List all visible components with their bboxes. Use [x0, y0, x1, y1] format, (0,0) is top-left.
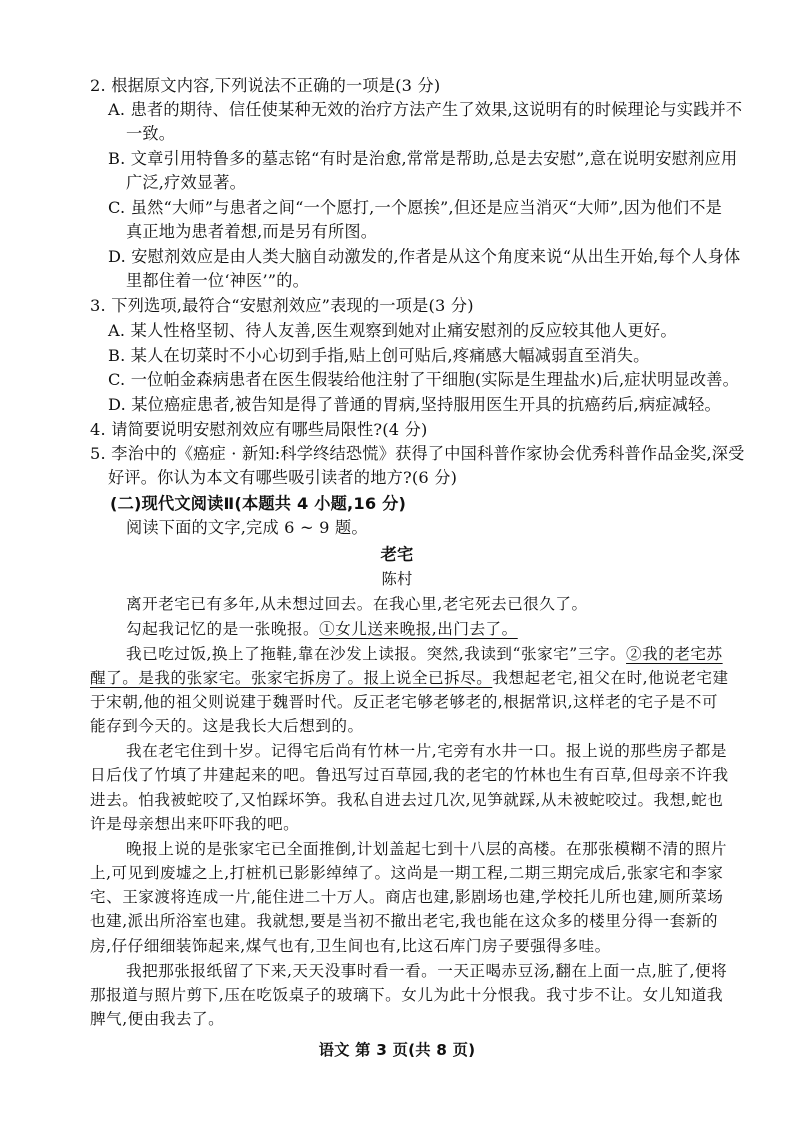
underlined-sentence-1: ①女儿送来晚报,出门去了。: [319, 620, 518, 638]
q2-option-d-line1: D. 安慰剂效应是由人类大脑自动激发的,作者是从这个角度来说“从出生开始,每个人身体: [108, 247, 741, 266]
story-p3-line4: 能存到今天的。这是我长大后想到的。: [90, 717, 364, 735]
story-p3-line3: 于宋朝,他的祖父则说建于魏晋时代。反正老宅够老够老的,根据常识,这样老的宅子是不可: [90, 693, 718, 711]
q2-option-a-line1: A. 患者的期待、信任使某种无效的治疗方法产生了效果,这说明有的时候理论与实践并不: [108, 100, 743, 119]
story-p4-line1: 我在老宅住到十岁。记得宅后尚有竹林一片,宅旁有水井一口。报上说的那些房子都是: [126, 742, 727, 760]
page-footer: 语文 第 3 页(共 8 页): [318, 1041, 476, 1059]
story-paragraph-2: [126, 617, 518, 641]
story-p4-line3: 进去。怕我被蛇咬了,又怕踩坏笋。我私自进去过几次,见笋就踩,从未被蛇咬过。我想,蛇也: [90, 791, 724, 809]
q4-stem: 4. 请简要说明安慰剂效应有哪些局限性?(4 分): [90, 420, 428, 439]
q2-option-a-line2: 一致。: [126, 124, 176, 143]
story-p3-line2: [90, 666, 729, 690]
story-p3-text: 我已吃过饭,换上了拖鞋,靠在沙发上读报。突然,我读到“张家宅”三字。: [126, 645, 627, 663]
story-p2-text: 勾起我记忆的是一张晚报。: [126, 620, 320, 638]
underlined-sentence-2-end: 醒了。是我的张家宅。张家宅拆房了。报上说全已拆尽。: [90, 669, 493, 687]
section-heading: (二)现代文阅读Ⅱ(本题共 4 小题,16 分): [110, 494, 407, 513]
q2-option-c-line2: 真正地为患者着想,而是另有所图。: [126, 222, 378, 241]
story-p4-line2: 日后伐了竹填了井建起来的吧。鲁迅写过百草园,我的老宅的竹林也生有百草,但母亲不许我: [90, 766, 729, 784]
story-p5-line4: 也建,派出所浴室也建。我就想,要是当初不撤出老宅,我也能在这众多的楼里分得一套新的: [90, 912, 718, 930]
q3-option-b: B. 某人在切菜时不小心切到手指,贴上创可贴后,疼痛感大幅减弱直至消失。: [108, 346, 650, 365]
story-p5-line2: 上,可见到废墟之上,打桩机已影影绰绰了。这尚是一期工程,二期三期完成后,张家宅和李家: [90, 864, 724, 882]
q3-option-a: A. 某人性格坚韧、待人友善,医生观察到她对止痛安慰剂的反应较其他人更好。: [108, 321, 677, 340]
story-paragraph-1: 离开老宅已有多年,从未想过回去。在我心里,老宅死去已很久了。: [126, 595, 588, 613]
story-p6-line3: 脾气,便由我去了。: [90, 1010, 225, 1028]
story-author: 陈村: [381, 570, 413, 588]
q2-option-c-line1: C. 虽然“大师”与患者之间“一个愿打,一个愿挨”,但还是应当消灭“大师”,因为他们不是: [108, 198, 722, 217]
underlined-sentence-2-start: ②我的老宅苏: [626, 645, 723, 663]
q3-option-c: C. 一位帕金森病患者在医生假装给他注射了干细胞(实际是生理盐水)后,症状明显改善。: [108, 370, 740, 389]
q2-stem: 2. 根据原文内容,下列说法不正确的一项是(3 分): [90, 76, 441, 95]
q2-option-b-line1: B. 文章引用特鲁多的墓志铭“有时是治愈,常常是帮助,总是去安慰”,意在说明安慰剂应用: [108, 149, 738, 168]
story-p6-line2: 那报道与照片剪下,压在吃饭桌子的玻璃下。女儿为此十分恨我。我寸步不让。女儿知道我: [90, 986, 724, 1004]
q2-option-d-line2: 里都住着一位‘神医’”的。: [126, 271, 310, 290]
story-p3-text-cont: 我想起老宅,祖父在时,他说老宅建: [492, 669, 729, 687]
story-p5-line1: 晚报上说的是张家宅已全面推倒,计划盖起七到十八层的高楼。在那张模糊不清的照片: [126, 840, 727, 858]
story-p4-line4: 许是母亲想出来吓吓我的吧。: [90, 815, 300, 833]
story-title: 老宅: [380, 545, 414, 564]
q2-option-b-line2: 广泛,疗效显著。: [126, 173, 247, 192]
q3-stem: 3. 下列选项,最符合“安慰剂效应”表现的一项是(3 分): [90, 296, 474, 315]
q3-option-d: D. 某位癌症患者,被告知是得了普通的胃病,坚持服用医生开具的抗癌药后,病症减轻。: [108, 395, 721, 414]
story-p6-line1: 我把那张报纸留了下来,天天没事时看一看。一天正喝赤豆汤,翻在上面一点,脏了,便将: [126, 962, 728, 980]
q5-line2: 好评。你认为本文有哪些吸引读者的地方?(6 分): [108, 468, 458, 487]
section-instruction: 阅读下面的文字,完成 6 ~ 9 题。: [126, 518, 368, 537]
q5-line1: 5. 李治中的《癌症 · 新知:科学终结恐慌》获得了中国科普作家协会优秀科普作品金奖,深受: [90, 444, 745, 463]
story-p5-line3: 宅、王家渡将连成一片,能住进二十万人。商店也建,影剧场也建,学校托儿所也建,厕所菜场: [90, 888, 724, 906]
story-p5-line5: 房,仔仔细细装饰起来,煤气也有,卫生间也有,比这石库门房子要强得多哇。: [90, 937, 611, 955]
story-p3-line1: [126, 642, 723, 666]
